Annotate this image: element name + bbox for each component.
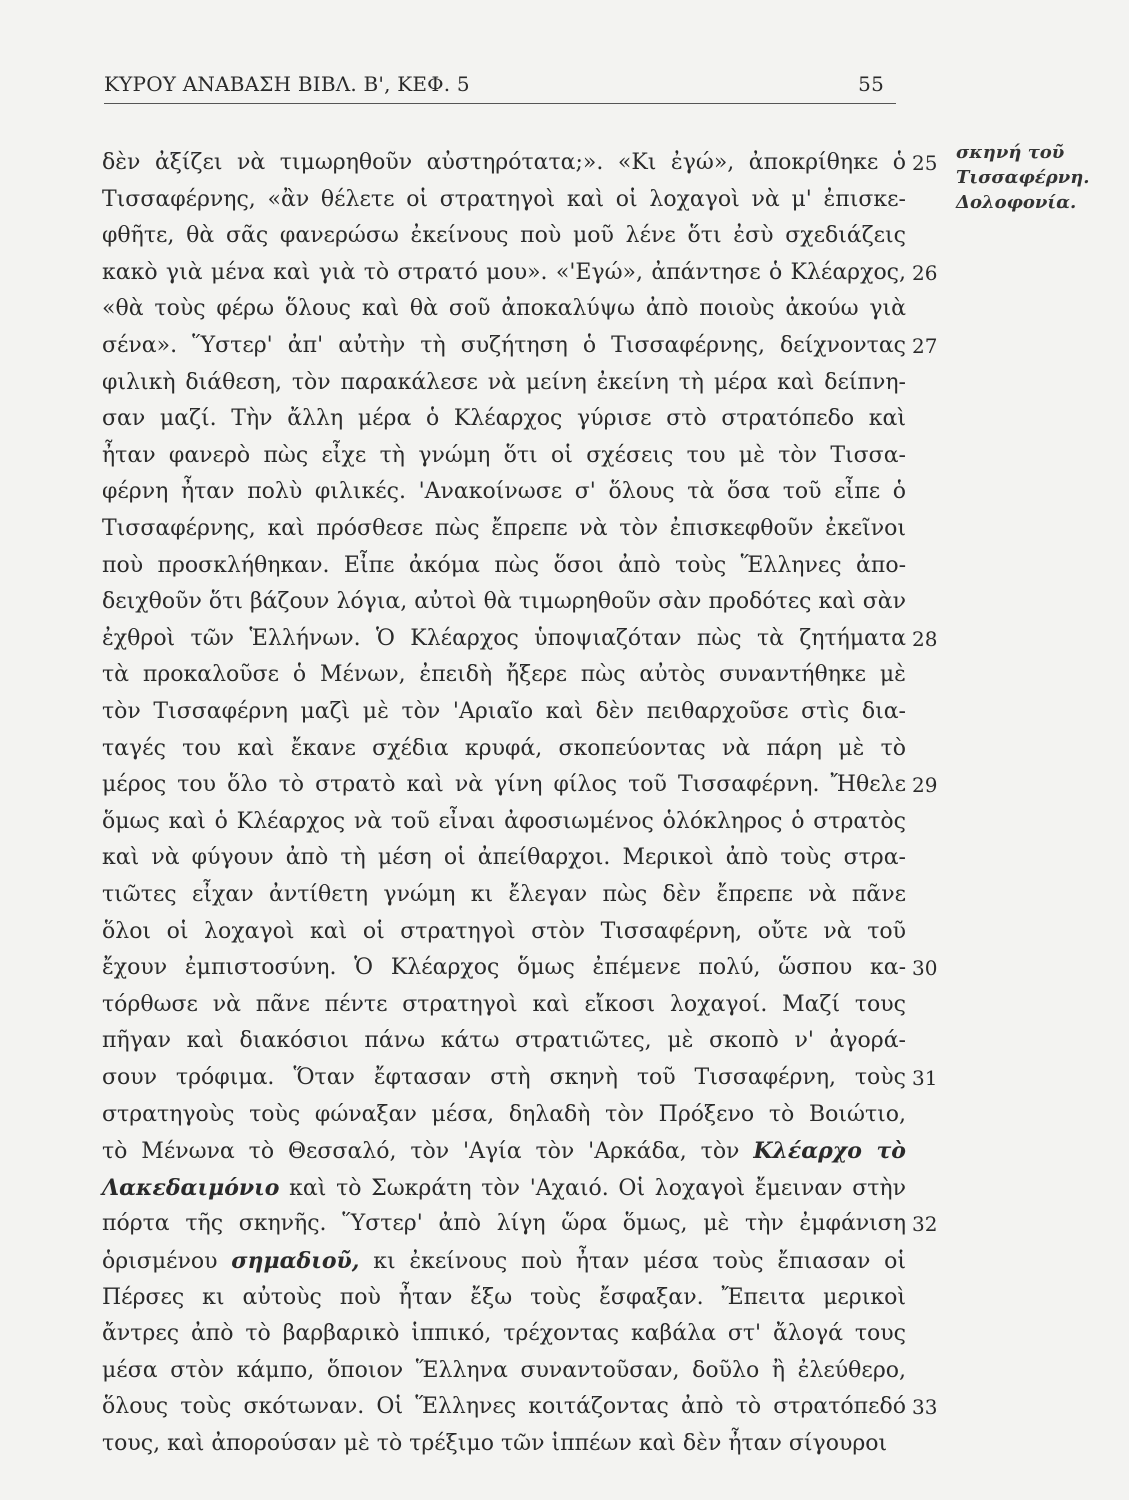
line-text: μέσα στὸν κάμπο, ὅποιον Ἕλληνα συναντοῦσαν, δοῦλο ἢ ἐλεύθερο, xyxy=(102,1357,906,1383)
line-text: κι ἐκείνους ποὺ ἦταν μέσα τοὺς ἔπιασαν οἱ xyxy=(373,1249,906,1274)
text-line xyxy=(102,656,906,694)
line-text: ἔχουν ἐμπιστοσύνη. Ὁ Κλέαρχος ὅμως ἐπέμενε πολύ, ὥσπου κα- xyxy=(102,955,906,981)
line-text: σαν μαζί. Τὴν ἄλλη μέρα ὁ Κλέαρχος γύρισε στὸ στρατόπεδο καὶ xyxy=(102,406,906,432)
line-text: ὅλους τοὺς σκότωναν. Οἱ Ἕλληνες κοιτάζοντας ἀπὸ τὸ στρατόπεδό xyxy=(102,1394,906,1420)
text-line xyxy=(102,1022,906,1060)
text-line xyxy=(102,510,906,548)
text-line xyxy=(102,876,906,914)
text-line xyxy=(102,1132,906,1170)
line-text: πῆγαν καὶ διακόσιοι πάνω κάτω στρατιῶτες, μὲ σκοπὸ ν' ἀγορά- xyxy=(102,1028,906,1054)
text-line xyxy=(102,730,906,768)
line-text: ἦταν φανερὸ πὼς εἶχε τὴ γνώμη ὅτι οἱ σχέσεις του μὲ τὸν Τισσα- xyxy=(102,442,906,468)
line-text: μέρος του ὅλο τὸ στρατὸ καὶ νὰ γίνη φίλος τοῦ Τισσαφέρνη. Ἤθελε xyxy=(102,772,906,798)
line-text: ὅλοι οἱ λοχαγοὶ καὶ οἱ στρατηγοὶ στὸν Τισσαφέρνη, οὔτε νὰ τοῦ xyxy=(102,918,906,944)
line-text: Τισσαφέρνης, καὶ πρόσθεσε πὼς ἔπρεπε νὰ τὸν ἐπισκεφθοῦν ἐκεῖνοι xyxy=(102,516,906,541)
line-text: σουν τρόφιμα. Ὅταν ἔφτασαν στὴ σκηνὴ τοῦ Τισσαφέρνη, τοὺς xyxy=(102,1065,906,1090)
line-text: ὁρισμένου xyxy=(102,1249,218,1274)
section-number: 26 xyxy=(912,260,938,285)
margin-note: Δολοφονία. xyxy=(956,192,1077,213)
text-line xyxy=(102,1169,906,1207)
text-line xyxy=(102,693,906,731)
line-text: δὲν ἀξίζει νὰ τιμωρηθοῦν αὐστηρότατα;». «Κι ἐγώ», ἀποκρίθηκε ὁ xyxy=(102,150,906,175)
line-text: καὶ τὸ Σωκράτη τὸν 'Αχαιό. Οἱ λοχαγοὶ ἔμειναν στὴν xyxy=(289,1175,906,1201)
text-line xyxy=(102,290,906,328)
line-text: Πέρσες κι αὐτοὺς ποὺ ἦταν ἔξω τοὺς ἔσφαξαν. Ἔπειτα μερικοὶ xyxy=(102,1284,906,1310)
line-text: τιῶτες εἶχαν ἀντίθετη γνώμη κι ἔλεγαν πὼς δὲν ἔπρεπε νὰ πᾶνε xyxy=(102,882,906,907)
text-line xyxy=(102,620,906,658)
line-text: Τισσαφέρνης, «ἂν θέλετε οἱ στρατηγοὶ καὶ οἱ λοχαγοὶ νὰ μ' ἐπισκε- xyxy=(102,186,906,212)
line-text: ἐχθροὶ τῶν Ἑλλήνων. Ὁ Κλέαρχος ὑποψιαζόταν πὼς τὰ ζητήματα xyxy=(102,625,906,651)
line-text: τόρθωσε νὰ πᾶνε πέντε στρατηγοὶ καὶ εἴκοσι λοχαγοί. Μαζί τους xyxy=(102,991,906,1017)
header-rule xyxy=(104,103,896,104)
line-text: καὶ νὰ φύγουν ἀπὸ τὴ μέση οἱ ἀπείθαρχοι. Μερικοὶ ἀπὸ τοὺς στρα- xyxy=(102,845,906,871)
section-number: 31 xyxy=(912,1066,938,1090)
text-line xyxy=(102,547,906,585)
line-text: φθῆτε, θὰ σᾶς φανερώσω ἐκείνους ποὺ μοῦ λένε ὅτι ἐσὺ σχεδιάζεις xyxy=(102,223,906,249)
text-line xyxy=(102,1315,906,1353)
line-text: σένα». Ὕστερ' ἀπ' αὐτὴν τὴ συζήτηση ὁ Τισσαφέρνης, δείχνοντας xyxy=(102,333,906,358)
line-text: ὅμως καὶ ὁ Κλέαρχος νὰ τοῦ εἶναι ἀφοσιωμένος ὁλόκληρος ὁ στρατὸς xyxy=(102,808,906,834)
line-text: στρατηγοὺς τοὺς φώναξαν μέσα, δηλαδὴ τὸν Πρόξενο τὸ Βοιώτιο, xyxy=(102,1101,906,1127)
text-line xyxy=(102,1059,906,1097)
section-number: 25 xyxy=(912,151,938,175)
text-line xyxy=(102,327,906,365)
line-text: φιλικὴ διάθεση, τὸν παρακάλεσε νὰ μείνη ἐκείνη τὴ μέρα καὶ δείπνη- xyxy=(102,369,906,395)
text-line xyxy=(102,364,906,402)
emphasis-text: Κλέαρχο τὸ xyxy=(753,1138,906,1165)
line-text: τὸν Τισσαφέρνη μαζὶ μὲ τὸν 'Αριαῖο καὶ δὲν πειθαρχοῦσε στὶς δια- xyxy=(102,699,906,724)
line-text: «θὰ τοὺς φέρω ὅλους καὶ θὰ σοῦ ἀποκαλύψω ἀπὸ ποιοὺς ἀκούω γιὰ xyxy=(102,296,906,322)
text-line xyxy=(102,400,906,438)
text-line xyxy=(102,437,906,475)
line-text: φέρνη ἦταν πολὺ φιλικές. 'Ανακοίνωσε σ' ὅλους τὰ ὅσα τοῦ εἶπε ὁ xyxy=(102,479,906,505)
text-line xyxy=(102,254,906,292)
section-number: 32 xyxy=(912,1212,938,1237)
text-line xyxy=(102,217,906,255)
margin-note: Τισσαφέρνη. xyxy=(956,167,1090,188)
page-number: 55 xyxy=(858,72,884,96)
text-line xyxy=(102,803,906,841)
emphasis-text: σημαδιοῦ, xyxy=(231,1248,360,1274)
text-line xyxy=(102,1425,906,1463)
text-line xyxy=(102,1352,906,1390)
line-text: τους, καὶ ἀπορούσαν μὲ τὸ τρέξιμο τῶν ἱππέων καὶ δὲν ἦταν σίγουροι xyxy=(102,1431,888,1456)
text-line xyxy=(102,1279,906,1317)
text-line xyxy=(102,1388,906,1426)
text-line xyxy=(102,986,906,1024)
text-line xyxy=(102,766,906,804)
section-number: 27 xyxy=(912,334,938,358)
line-text: τὰ προκαλοῦσε ὁ Μένων, ἐπειδὴ ἤξερε πὼς αὐτὸς συναντήθηκε μὲ xyxy=(102,662,906,688)
margin-notes xyxy=(956,140,1116,215)
text-line xyxy=(102,839,906,877)
line-text: κακὸ γιὰ μένα καὶ γιὰ τὸ στρατό μου». «'Εγώ», ἀπάντησε ὁ Κλέαρχος, xyxy=(102,259,906,285)
line-text: ταγές του καὶ ἔκανε σχέδια κρυφά, σκοπεύοντας νὰ πάρη μὲ τὸ xyxy=(102,735,906,761)
text-line xyxy=(102,1096,906,1134)
section-number: 29 xyxy=(912,773,938,798)
section-number: 30 xyxy=(912,956,938,981)
line-text: ποὺ προσκλήθηκαν. Εἶπε ἀκόμα πὼς ὅσοι ἀπὸ τοὺς Ἕλληνες ἀπο- xyxy=(102,552,906,578)
text-line xyxy=(102,583,906,621)
text-line xyxy=(102,144,906,182)
text-line xyxy=(102,913,906,951)
line-text: ἄντρες ἀπὸ τὸ βαρβαρικὸ ἱππικό, τρέχοντας καβάλα στ' ἄλογά τους xyxy=(102,1321,906,1347)
running-title: ΚΥΡΟΥ ΑΝΑΒΑΣΗ ΒΙΒΛ. Β', ΚΕΦ. 5 xyxy=(104,72,470,96)
emphasis-text: Λακεδαιμόνιο xyxy=(102,1174,280,1201)
margin-note: σκηνή τοῦ xyxy=(956,142,1065,163)
text-line xyxy=(102,1205,906,1243)
section-number: 28 xyxy=(912,626,938,651)
section-number: 33 xyxy=(912,1395,938,1420)
text-line xyxy=(102,181,906,219)
line-text: δειχθοῦν ὅτι βάζουν λόγια, αὐτοὶ θὰ τιμωρηθοῦν σὰν προδότες καὶ σὰν xyxy=(102,589,906,615)
line-text: πόρτα τῆς σκηνῆς. Ὕστερ' ἀπὸ λίγη ὥρα ὅμως, μὲ τὴν ἐμφάνιση xyxy=(102,1211,906,1237)
text-line xyxy=(102,949,906,987)
line-text: τὸ Μένωνα τὸ Θεσσαλό, τὸν 'Αγία τὸν 'Αρκάδα, τὸν xyxy=(102,1139,740,1165)
text-line xyxy=(102,473,906,511)
text-line xyxy=(102,1242,906,1280)
